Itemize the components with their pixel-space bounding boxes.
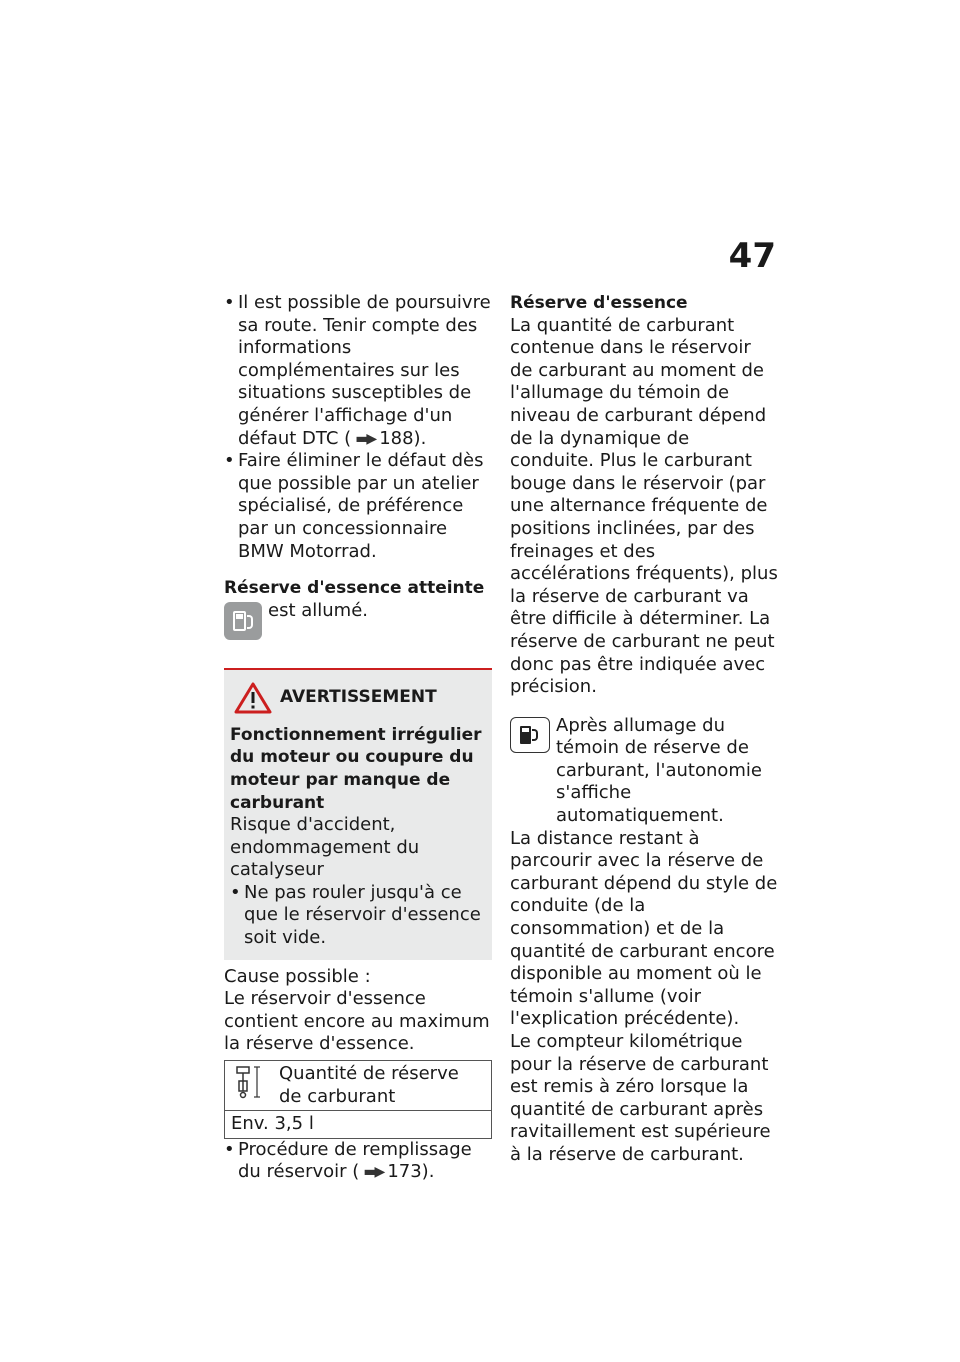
page-reference[interactable]: 188). [379,427,427,449]
spec-value: Env. 3,5 l [225,1111,492,1139]
page-reference-arrow-icon: ▬▶ [363,1164,384,1181]
bullet-text: Procédure de remplissage du réservoir ( [238,1138,472,1183]
list-item-refuel [224,1139,492,1184]
range-indicator-line [510,715,778,828]
warning-title: AVERTISSEMENT [280,687,437,708]
bullet-text: Il est possible de poursuivre sa route. Tenir compte des informations complémentaires sur les situations susceptibles de générer l'affichage d'un défaut DTC [238,292,491,449]
warning-subject: Fonctionnement irrégulier du moteur ou coupure du moteur par manque de carburant [230,724,482,813]
page-number: 47 [728,236,776,276]
warning-box [224,668,492,960]
fuel-measure-icon [231,1063,265,1101]
left-column [224,292,492,1184]
reserve-paragraph-3: Le compteur kilométrique pour la réserve de carburant est remis à zéro lorsque la quantité de carburant après ravitaillement est supérieure à la réserve de carburant. [510,1031,771,1165]
cause-label: Cause possible : [224,965,371,987]
list-item-continue: • Il est possible de poursuivre sa route. Tenir compte des informations complémentaires sur les situations susceptibles de générer l'affichage d'un défaut DTC ( ▬▶ 188). [224,292,492,450]
warning-measure: • Ne pas rouler jusqu'à ce que le réservoir d'essence soit vide. [230,882,484,950]
range-indicator-text: Après allumage du témoin de réserve de carburant, l'autonomie s'affiche automatiquement. [556,714,762,827]
page-reference-arrow-icon: ▬▶ [355,430,376,447]
fuel-pump-icon [510,717,550,753]
right-column [510,292,778,1167]
page-reference[interactable]: 173). [387,1161,435,1183]
reserve-paragraph-2: La distance restant à parcourir avec la réserve de carburant dépend du style de conduite (de la consommation) et de la quantité de carburant encore disponible au moment où le témoin s'allume (voir l'explication précédente). [510,827,778,1030]
heading-reserve: Réserve d'essence [510,293,688,313]
warning-risk: Risque d'accident, endommagement du catalyseur [230,814,420,881]
reserve-paragraph-1: La quantité de carburant contenue dans le réservoir de carburant au moment de l'allumage du témoin de niveau de carburant dépend de la dynamique de conduite. Plus le carburant bouge dans le réservoir (par une alternance fréquente de positions inclinées, par des freinages et des accélérations fréquents), plus la réserve de carburant va être difficile à déterminer. La réserve de carburant ne peut donc pas être indiquée avec précision. [510,314,778,698]
heading-reserve-atteinte: Réserve d'essence atteinte [224,578,485,599]
indicator-status-text: est allumé. [268,599,369,621]
reserve-quantity-table [224,1060,492,1139]
fuel-pump-icon [224,602,262,640]
spec-label: Quantité de réserve de carburant [273,1061,492,1111]
warning-triangle-icon [234,682,272,714]
spec-icon-cell [225,1061,274,1111]
list-item-repair: • Faire éliminer le défaut dès que possible par un atelier spécialisé, de préférence par un concessionnaire BMW Motorrad. [224,450,492,563]
cause-text: Le réservoir d'essence contient encore au maximum la réserve d'essence. [224,988,490,1055]
fuel-indicator-line [224,600,492,640]
warning-header [230,682,484,714]
